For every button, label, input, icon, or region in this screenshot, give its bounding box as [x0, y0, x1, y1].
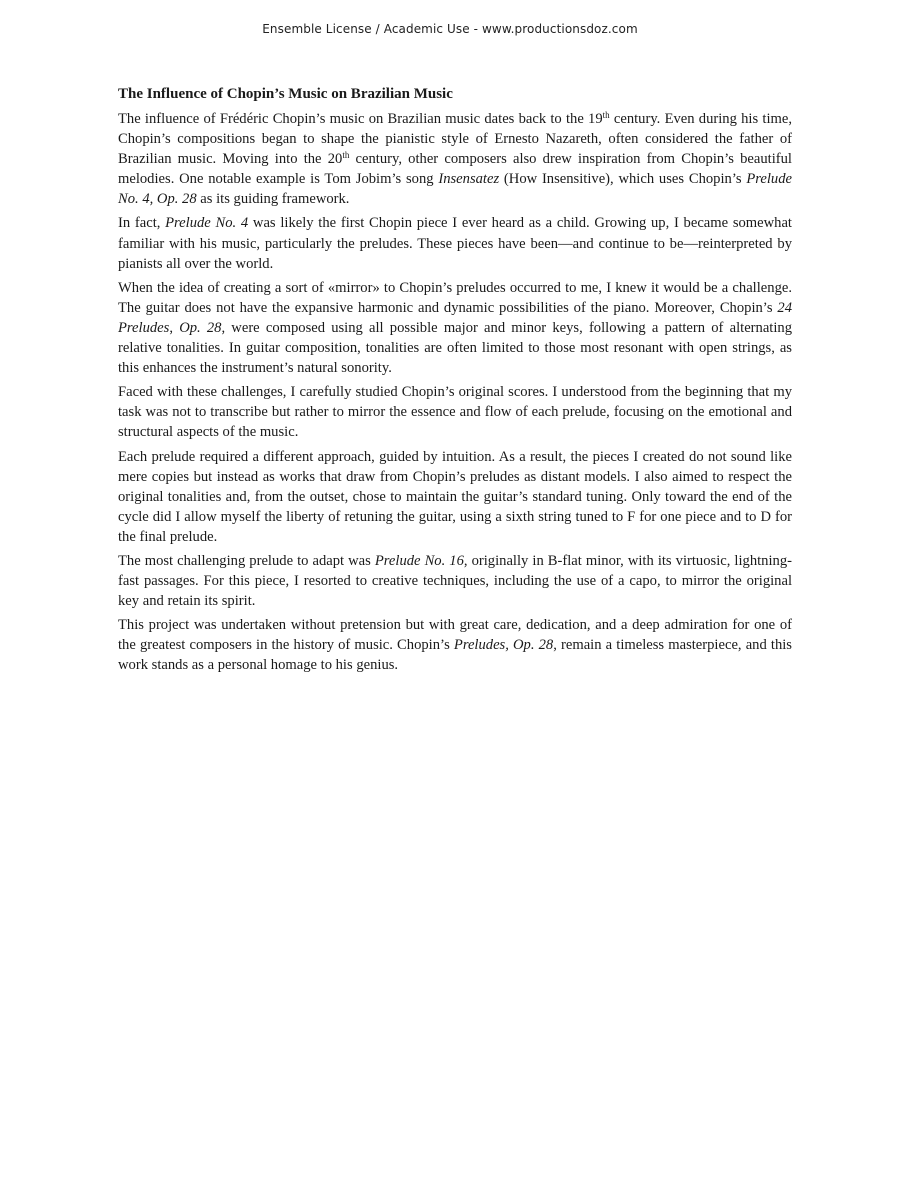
text-span: In fact,	[118, 215, 166, 232]
song-title: Insensatez	[438, 171, 500, 188]
text-span: Faced with these challenges, I carefully studied Chopin’s original scores. I understood from the beginning that my task was not to transcribe but rather to mirror the essence and flow of each prelude, focusing on the emotional and structural aspects of the music.	[118, 384, 792, 441]
superscript: th	[342, 150, 350, 161]
text-span: as its guiding framework.	[196, 191, 350, 208]
work-title: 24 Preludes	[118, 299, 792, 336]
text-span: , remain a timeless masterpiece, and this work stands as a personal homage to his genius.	[118, 637, 792, 674]
superscript: th	[602, 110, 610, 120]
text-span: Each prelude required a different approach, guided by intuition. As a result, the pieces I created do not sound like mere copies but instead as works that draw from Chopin’s preludes as distant models. I also aimed to respect the original tonalities and, from the outset, chose to maintain the guitar’s standard tuning. Only toward the end of the cycle did I allow myself the liberty of retuning the guitar, using a sixth string tuned to F for one piece and to D for the final prelude.	[118, 448, 792, 545]
paragraph-1	[118, 109, 792, 209]
work-title: Prelude No. 4, Op. 28	[118, 171, 792, 208]
text-span: The influence of Frédéric Chopin’s music on Brazilian music dates back to the 19	[118, 111, 603, 127]
paragraph-2	[118, 213, 792, 273]
work-title: Prelude No. 4	[165, 215, 249, 232]
opus-number: Op. 28	[179, 319, 222, 336]
text-span: was likely the first Chopin piece I ever heard as a child. Growing up, I became somewhat familiar with his music, particularly the preludes. These pieces have been—and continue to be—reinterpreted by pianists all over the world.	[118, 215, 792, 272]
text-span: The most challenging prelude to adapt was	[118, 552, 375, 569]
paragraph-4	[118, 382, 792, 442]
text-span: This project was undertaken without pretension but with great care, dedication, and a deep admiration for one of the greatest composers in the history of music. Chopin’s	[118, 617, 792, 654]
work-title: Preludes, Op. 28	[453, 637, 554, 654]
text-span: When the idea of creating a sort of «mirror» to Chopin’s preludes occurred to me, I knew it would be a challenge. The guitar does not have the expansive harmonic and dynamic possibilities of the piano. Moreover, Chopin’s	[118, 279, 792, 316]
paragraph-7	[118, 615, 792, 675]
text-span: , originally in B-flat minor, with its virtuosic, lightning-fast passages. For this piece, I resorted to creative techniques, including the use of a capo, to mirror the original key and retain its spirit.	[118, 552, 792, 610]
text-span: , were composed using all possible major and minor keys, following a pattern of alternating relative tonalities. In guitar composition, tonalities are often limited to those most resonant with open strings, as this enhances the instrument’s natural sonority.	[118, 319, 793, 377]
paragraph-6	[118, 551, 792, 611]
license-header: Ensemble License / Academic Use - www.productionsdoz.com	[262, 22, 638, 36]
article-title: The Influence of Chopin’s Music on Brazilian Music	[118, 86, 453, 102]
text-span: ,	[169, 319, 180, 336]
article	[118, 84, 792, 680]
text-span: (How Insensitive), which uses Chopin’s	[499, 171, 747, 188]
text-span: century. Even during his time, Chopin’s compositions began to shape the pianistic style of Ernesto Nazareth, often considered the father of Brazilian music. Moving into the 20	[118, 111, 792, 168]
text-span: century, other composers also drew inspiration from Chopin’s beautiful melodies. One notable example is Tom Jobim’s song	[118, 151, 792, 188]
paragraph-5	[118, 447, 792, 547]
work-title: Prelude No. 16	[374, 552, 464, 569]
paragraph-3	[118, 278, 792, 378]
